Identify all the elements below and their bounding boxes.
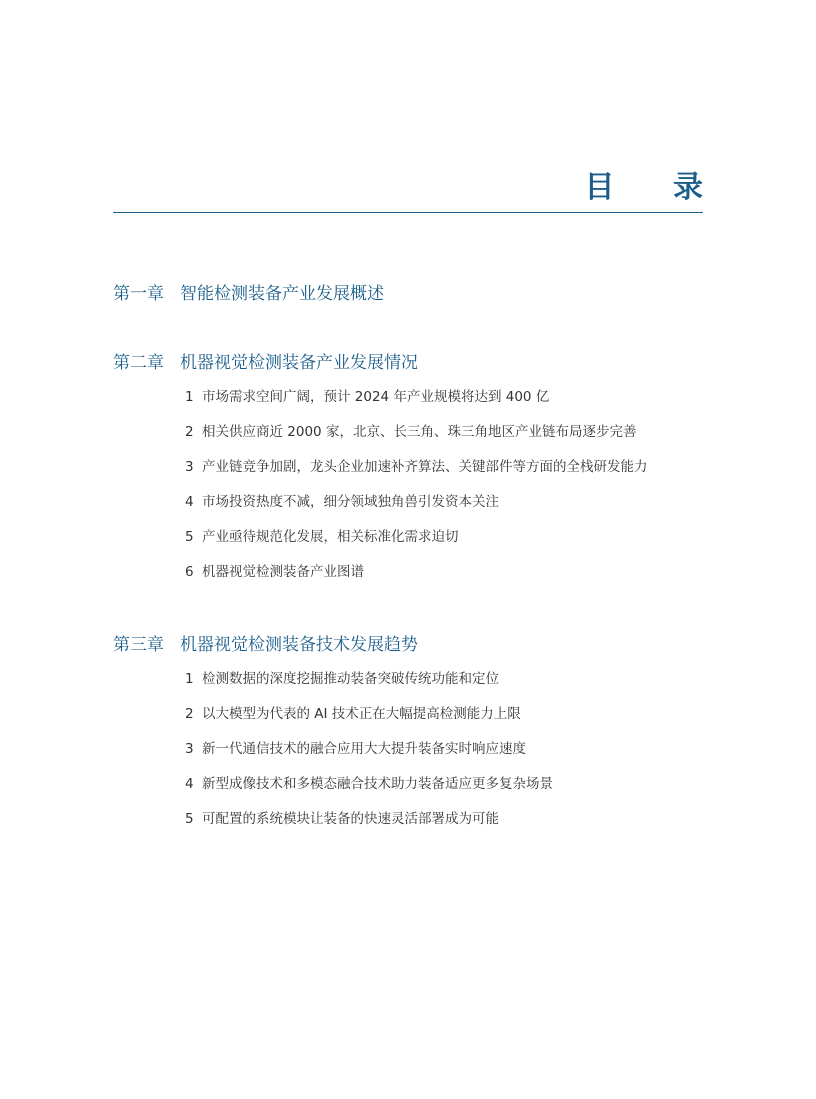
title-divider: [113, 212, 703, 213]
toc-entry[interactable]: [113, 387, 713, 422]
entry-number: 4: [185, 776, 194, 792]
entry-title: 以大模型为代表的 AI 技术正在大幅提高检测能力上限: [202, 706, 521, 722]
toc-entry[interactable]: [113, 774, 713, 809]
chapter-title: 机器视觉检测装备产业发展情况: [180, 353, 418, 373]
chapter-1: [113, 283, 713, 305]
toc-entry[interactable]: [113, 704, 713, 739]
chapter-title: 智能检测装备产业发展概述: [180, 284, 384, 304]
entry-title: 产业链竞争加剧，龙头企业加速补齐算法、关键部件等方面的全栈研发能力: [202, 459, 648, 475]
section-list: [113, 387, 713, 597]
toc-entry[interactable]: [113, 669, 713, 704]
entry-number: 5: [185, 529, 194, 545]
toc-entry[interactable]: [113, 739, 713, 774]
entry-number: 1: [185, 389, 194, 405]
section-list: [113, 669, 713, 844]
entry-title: 市场需求空间广阔，预计 2024 年产业规模将达到 400 亿: [202, 389, 550, 405]
toc-entry[interactable]: [113, 562, 713, 597]
chapter-3: [113, 634, 713, 844]
entry-title: 市场投资热度不减，细分领域独角兽引发资本关注: [202, 494, 499, 510]
entry-title: 产业亟待规范化发展，相关标准化需求迫切: [202, 529, 459, 545]
entry-title: 可配置的系统模块让装备的快速灵活部署成为可能: [202, 811, 499, 827]
entry-title: 机器视觉检测装备产业图谱: [202, 564, 364, 580]
toc-title: 目 录: [584, 170, 727, 205]
entry-number: 1: [185, 671, 194, 687]
chapter-number: 第一章: [113, 284, 164, 304]
entry-title: 新一代通信技术的融合应用大大提升装备实时响应速度: [202, 741, 526, 757]
entry-number: 5: [185, 811, 194, 827]
entry-number: 6: [185, 564, 194, 580]
chapter-heading[interactable]: [113, 283, 713, 305]
toc-entry[interactable]: [113, 809, 713, 844]
entry-title: 检测数据的深度挖掘推动装备突破传统功能和定位: [202, 671, 499, 687]
toc-entry[interactable]: [113, 457, 713, 492]
entry-title: 相关供应商近 2000 家，北京、长三角、珠三角地区产业链布局逐步完善: [202, 424, 637, 440]
entry-title: 新型成像技术和多模态融合技术助力装备适应更多复杂场景: [202, 776, 553, 792]
chapter-heading[interactable]: [113, 352, 713, 374]
chapter-number: 第三章: [113, 635, 164, 655]
toc-entry[interactable]: [113, 492, 713, 527]
entry-number: 2: [185, 706, 194, 722]
toc-entry[interactable]: [113, 422, 713, 457]
chapter-title: 机器视觉检测装备技术发展趋势: [180, 635, 418, 655]
entry-number: 4: [185, 494, 194, 510]
entry-number: 3: [185, 459, 194, 475]
chapter-number: 第二章: [113, 353, 164, 373]
chapter-heading[interactable]: [113, 634, 713, 656]
toc-entry[interactable]: [113, 527, 713, 562]
chapter-2: [113, 352, 713, 597]
entry-number: 2: [185, 424, 194, 440]
entry-number: 3: [185, 741, 194, 757]
